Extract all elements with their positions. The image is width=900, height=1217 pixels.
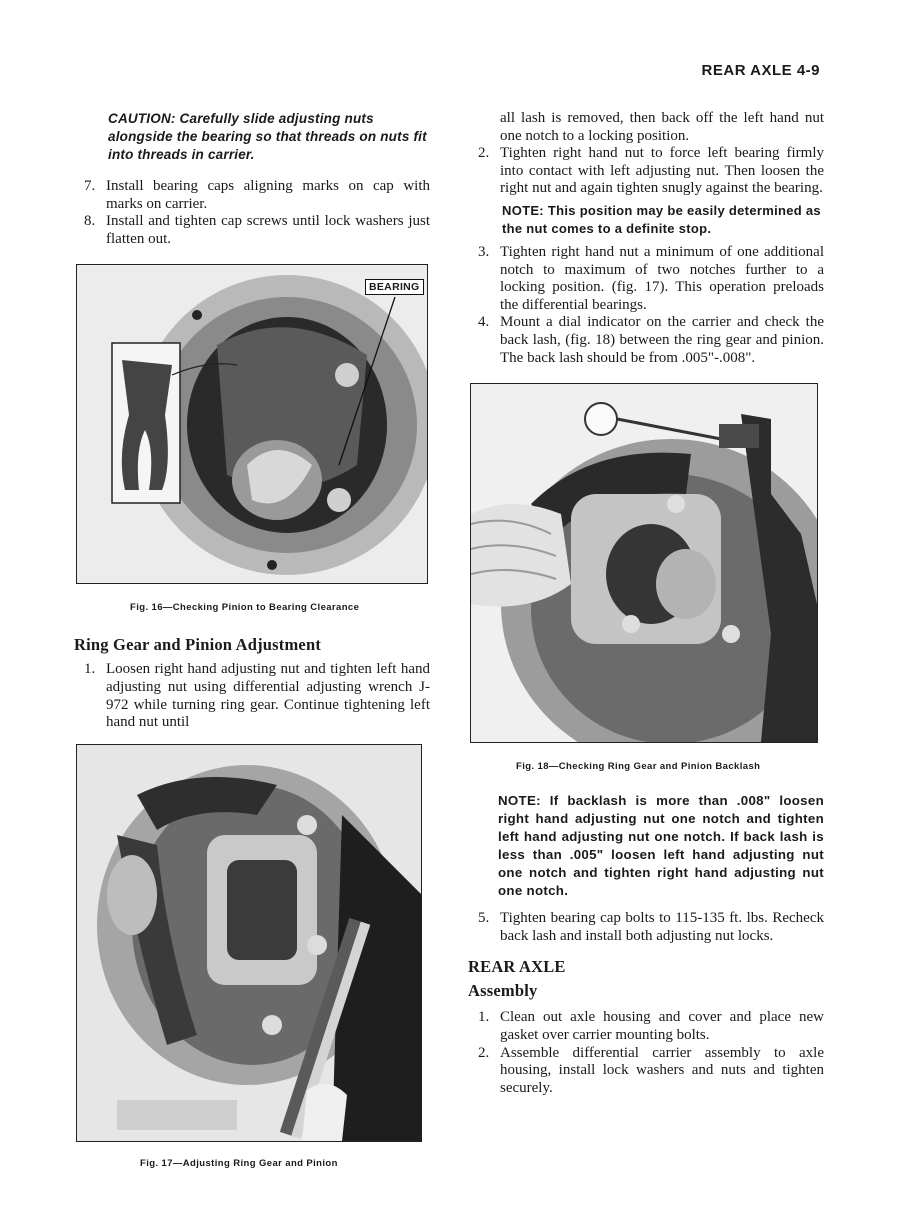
step-1-ring: 1. Loosen right hand adjusting nut and tighten left hand adjusting nut using differential adjusting wrench J-972 while turning ring gear. Continue tightening left hand nut until <box>84 661 430 731</box>
caution-note: CAUTION: Carefully slide adjusting nuts alongside the bearing so that threads on nuts fit into threads in carrier. <box>108 111 427 162</box>
assembly-step-1: 1. Clean out axle housing and cover and place new gasket over carrier mounting bolts. <box>478 1009 824 1043</box>
section-subheading-assembly: Assembly <box>468 981 538 1001</box>
figure-16-caption: Fig. 16—Checking Pinion to Bearing Clearance <box>130 602 360 614</box>
figure-18-illustration <box>471 384 817 742</box>
section-heading-ring-gear: Ring Gear and Pinion Adjustment <box>74 635 322 655</box>
continued-text: all lash is removed, then back off the left hand nut one notch to a locking position. <box>500 110 824 144</box>
step-5: 5. Tighten bearing cap bolts to 115-135 ft. lbs. Recheck back lash and install both adjusting nut locks. <box>478 910 824 944</box>
step-4: 4. Mount a dial indicator on the carrier and check the back lash, (fig. 18) between the ring gear and pinion. The back lash should be from .005"-.008". <box>478 314 824 366</box>
step-8: 8. Install and tighten cap screws until lock washers just flatten out. <box>84 213 430 247</box>
steps-list-c2 <box>470 244 824 367</box>
figure-17 <box>76 744 422 1142</box>
figure-17-illustration <box>77 745 421 1141</box>
figure-17-caption: Fig. 17—Adjusting Ring Gear and Pinion <box>140 1157 338 1169</box>
steps-list-c3 <box>470 910 824 945</box>
figure-16 <box>76 264 428 584</box>
left-column <box>76 110 430 1169</box>
step-7: 7. Install bearing caps aligning marks on cap with marks on carrier. <box>84 178 430 212</box>
section-heading-rear-axle: REAR AXLE <box>468 957 566 977</box>
step-3: 3. Tighten right hand nut a minimum of one additional notch to maximum of two notches further to a locking position. (fig. 17). This operation preloads the differential bearings. <box>478 243 824 313</box>
figure-16-illustration <box>77 265 427 583</box>
bearing-label: BEARING <box>365 279 424 295</box>
figure-18-caption: Fig. 18—Checking Ring Gear and Pinion Backlash <box>516 761 761 773</box>
right-column <box>470 110 824 1097</box>
figure-18 <box>470 383 818 743</box>
step-2: 2. Tighten right hand nut to force left bearing firmly into contact with left adjusting nut. Then loosen the right nut and again tighten snugly against the bearing. <box>478 145 824 197</box>
note-backlash: NOTE: If backlash is more than .008" loosen right hand adjusting nut one notch and tighten left hand adjusting nut one notch. If back lash is less than .005" loosen left hand adjusting nut one notch and tighten right hand adjusting nut one notch. <box>498 793 824 899</box>
steps-list-d <box>470 1009 824 1097</box>
note-definite-stop: NOTE: This position may be easily determined as the nut comes to a definite stop. <box>502 202 821 236</box>
page-header: REAR AXLE 4-9 <box>701 62 820 79</box>
assembly-step-2: 2. Assemble differential carrier assembly to axle housing, install lock washers and nuts and tighten securely. <box>478 1044 824 1096</box>
steps-list-c1 <box>470 145 824 198</box>
steps-list-b <box>76 661 430 731</box>
steps-list-a <box>76 178 430 248</box>
